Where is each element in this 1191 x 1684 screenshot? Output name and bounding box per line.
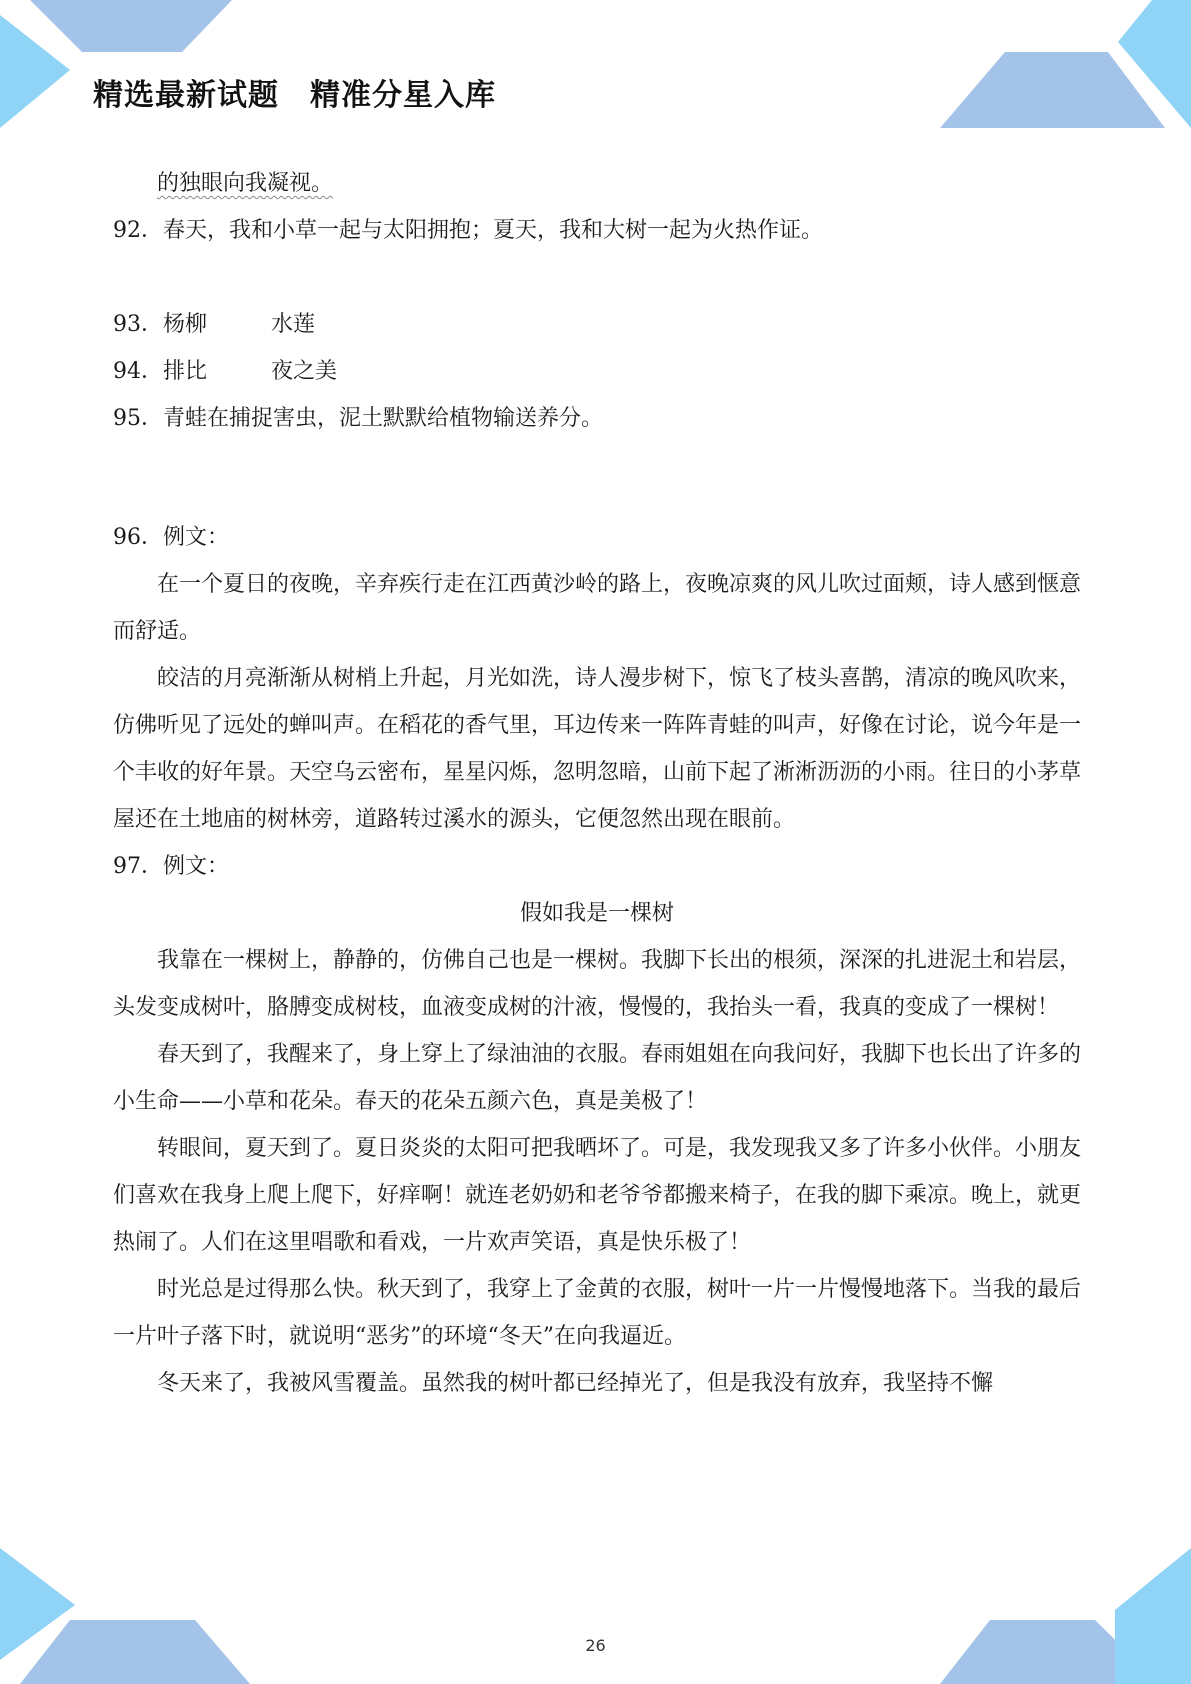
answer-96-label: 96．例文： — [113, 525, 229, 550]
answer-94-number: 94． — [113, 359, 163, 384]
continuation-text: 的独眼向我凝视。 — [157, 171, 334, 196]
top-left-triangle — [0, 15, 70, 128]
essay-title: 假如我是一棵树 — [519, 901, 674, 926]
top-left-trapezoid — [30, 0, 232, 52]
essay-paragraph-1: 我靠在一棵树上，静静的，仿佛自己也是一棵树。我脚下长出的根须，深深的扎进泥土和岩层，头发变成树叶，胳膊变成树枝，血液变成树的汁液，慢慢的，我抬头一看，我真的变成了一棵树！ — [113, 948, 1082, 1020]
answer-92: 92．春天，我和小草一起与太阳拥抱；夏天，我和大树一起为火热作证。 — [113, 218, 823, 243]
page-number: 26 — [585, 1636, 606, 1655]
answer-94 — [113, 348, 1081, 395]
header-title: 精选最新试题 精准分星入库 — [93, 78, 496, 113]
bottom-right-triangle — [1115, 1548, 1191, 1684]
essay-paragraph-3: 转眼间，夏天到了。夏日炎炎的太阳可把我晒坏了。可是，我发现我又多了许多小伙伴。小朋友们喜欢在我身上爬上爬下，好痒啊！就连老奶奶和老爷爷都搬来椅子，在我的脚下乘凉。晚上，就更热闹了。人们在这里唱歌和看戏，一片欢声笑语，真是快乐极了！ — [113, 1136, 1082, 1255]
answer-94-b: 夜之美 — [271, 359, 338, 384]
answer-93-number: 93． — [113, 312, 163, 337]
spacer — [113, 254, 1081, 301]
top-right-triangle — [1118, 0, 1191, 128]
spacer — [113, 442, 1081, 514]
essay-paragraph-4: 时光总是过得那么快。秋天到了，我穿上了金黄的衣服，树叶一片一片慢慢地落下。当我的最后一片叶子落下时，就说明“恶劣”的环境“冬天”在向我逼近。 — [113, 1277, 1082, 1349]
essay-paragraph-2: 春天到了，我醒来了，身上穿上了绿油油的衣服。春雨姐姐在向我问好，我脚下也长出了许多的小生命——小草和花朵。春天的花朵五颜六色，真是美极了！ — [113, 1042, 1082, 1114]
answer-95: 95．青蛙在捕捉害虫，泥土默默给植物输送养分。 — [113, 406, 603, 431]
answer-93 — [113, 301, 1081, 348]
answer-93-b: 水莲 — [271, 312, 316, 337]
answer-97-label: 97．例文： — [113, 854, 229, 879]
answer-96-paragraph-1: 在一个夏日的夜晚，辛弃疾行走在江西黄沙岭的路上，夜晚凉爽的风儿吹过面颊，诗人感到惬意而舒适。 — [113, 572, 1082, 644]
answer-96-paragraph-2: 皎洁的月亮渐渐从树梢上升起，月光如洗，诗人漫步树下，惊飞了枝头喜鹊，清凉的晚风吹来，仿佛听见了远处的蝉叫声。在稻花的香气里，耳边传来一阵阵青蛙的叫声，好像在讨论，说今年是一个丰收的好年景。天空乌云密布，星星闪烁，忽明忽暗，山前下起了淅淅沥沥的小雨。往日的小茅草屋还在土地庙的树林旁，道路转过溪水的源头，它便忽然出现在眼前。 — [113, 666, 1082, 832]
essay-paragraph-5: 冬天来了，我被风雪覆盖。虽然我的树叶都已经掉光了，但是我没有放弃，我坚持不懈 — [157, 1371, 994, 1396]
top-right-trapezoid — [940, 52, 1165, 128]
answer-94-a: 排比 — [163, 359, 208, 384]
continuation-line — [113, 160, 1081, 207]
answer-content — [113, 160, 1081, 1407]
answer-93-a: 杨柳 — [163, 312, 208, 337]
